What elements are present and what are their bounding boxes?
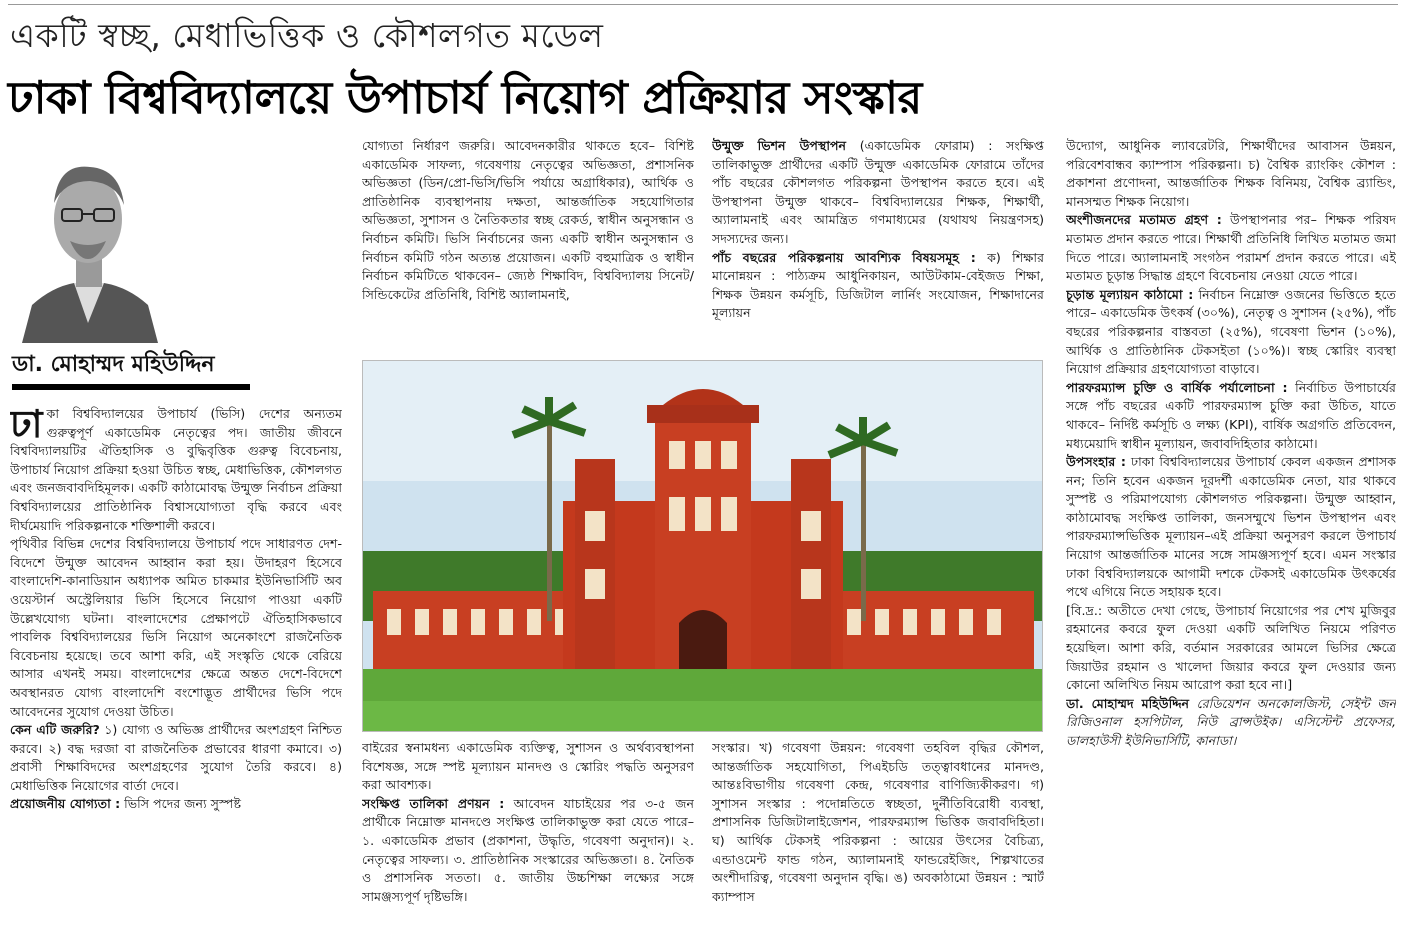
paragraph-vision-presentation — [712, 137, 1044, 249]
bio-name: ডা. মোহাম্মদ মহিউদ্দিন — [1066, 695, 1190, 711]
article-column-1 — [10, 405, 342, 933]
subhead-vision-presentation: উন্মুক্ত ভিশন উপস্থাপন — [712, 138, 847, 153]
paragraph-five-year-plan — [712, 249, 1044, 323]
qualification-continued: যোগ্যতা নির্ধারণ জরুরি। আবেদনকারীর থাকতে হবে– বিশিষ্ট একাডেমিক সাফল্য, গবেষণায় নেতৃত্বের অভিজ্ঞতা, প্রশাসনিক অভিজ্ঞতা (ডিন/প্রো-ভিসি/ভিসি পর্যায়ে অগ্রাধিকার), আর্থিক ও প্রাতিষ্ঠানিক ব্যবস্থাপনায় দক্ষতা, আন্তর্জাতিক সহযোগিতার অভিজ্ঞতা, সুশাসন ও নৈতিকতার স্বচ্ছ রেকর্ড, স্বাধীন অনুসন্ধান ও নির্বাচন কমিটি। ভিসি নির্বাচনের জন্য একটি স্বাধীন অনুসন্ধান ও নির্বাচন কমিটি গঠন অত্যন্ত প্রয়োজন। একটি বহুমাত্রিক ও স্বাধীন নির্বাচন কমিটিতে থাকবেন– জ্যেষ্ঠ শিক্ষাবিদ, বিশ্ববিদ্যালয় সিনেট/সিন্ডিকেটের প্রতিনিধি, বিশিষ্ট অ্যালামনাই, — [362, 138, 694, 302]
author-photo — [12, 137, 164, 343]
subhead-shortlist: সংক্ষিপ্ত তালিকা প্রণয়ন : — [362, 795, 505, 811]
subhead-qualification: প্রয়োজনীয় যোগ্যতা : — [10, 796, 121, 812]
paragraph-qualification — [10, 795, 342, 814]
paragraph-performance-contract — [1066, 379, 1396, 453]
why-urgent-text: ১) যোগ্য ও অভিজ্ঞ প্রার্থীদের অংশগ্রহণ নিশ্চিত করবে। ২) বদ্ধ দরজা বা রাজনৈতিক প্রভাবের ধারণা কমাবে। ৩) প্রবাসী শিক্ষাবিদদের অংশগ্রহণের সুযোগ তৈরি করবে। ৪) মেধাভিত্তিক নিয়োগের বার্তা দেবে। — [10, 722, 342, 793]
final-evaluation-text: নির্বাচন নিম্নোক্ত ওজনের ভিত্তিতে হতে পারে– একাডেমিক উৎকর্ষ (৩০%), নেতৃত্ব ও সুশাসন (২৫%), পাঁচ বছরের পরিকল্পনার বাস্তবতা (২৫%), গবেষণা ভিশন (১০%), আর্থিক ও প্রাতিষ্ঠানিক টেকসইতা (১০%)। স্বচ্ছ স্কোরিং ব্যবস্থা নিয়োগ প্রক্রিয়ার গ্রহণযোগ্যতা বাড়াবে। — [1066, 286, 1396, 377]
dropcap: ঢা — [10, 405, 43, 446]
five-year-plan-continued: সংস্কার। খ) গবেষণা উন্নয়ন: গবেষণা তহবিল বৃদ্ধির কৌশল, আন্তর্জাতিক সহযোগিতা, পিএইচডি তত্ত্বাবধানের মানদণ্ড, আন্তঃবিভাগীয় গবেষণা কেন্দ্র, গবেষণার বাণিজ্যিকীকরণ। গ) সুশাসন সংস্কার : পদোন্নতিতে স্বচ্ছতা, দুর্নীতিবিরোধী ব্যবস্থা, প্রশাসনিক ডিজিটালাইজেশন, পারফরম্যান্স ভিত্তিক জবাবদিহিতা। ঘ) আর্থিক টেকসই পরিকল্পনা : আয়ের উৎসের বৈচিত্র্য, এন্ডাওমেন্ট ফান্ড গঠন, অ্যালামনাই ফান্ডরেইজিং, শিল্পখাতের অংশীদারিত্ব, গবেষণা অনুদান বৃদ্ধি। ঙ) অবকাঠামো উন্নয়ন : স্মার্ট ক্যাম্পাস — [712, 740, 1044, 904]
paragraph-final-evaluation — [1066, 286, 1396, 379]
author-byline: ডা. মোহাম্মদ মহিউদ্দিন — [12, 352, 215, 377]
paragraph-conclusion — [1066, 453, 1396, 602]
top-rule — [8, 4, 1398, 5]
bio-description: রেডিয়েশন অনকোলজিস্ট, সেইন্ট জন রিজিওনাল হসপিটাল, নিউ ব্রান্সউইক। এসিস্টেন্ট প্রফেসর, ডালহাউসী ইউনিভার্সিটি, কানাডা। — [1066, 695, 1396, 748]
subhead-five-year-plan: পাঁচ বছরের পরিকল্পনায় আবশ্যিক বিষয়সমূহ : — [712, 249, 976, 265]
vision-presentation-text: (একাডেমিক ফোরাম) : সংক্ষিপ্ত তালিকাভুক্ত প্রার্থীদের একটি উন্মুক্ত একাডেমিক ফোরামে তাঁদের পাঁচ বছরের কৌশলগত পরিকল্পনা উপস্থাপন করতে হবে। এই উপস্থাপনা উন্মুক্ত থাকবে– বিশ্ববিদ্যালয়ের শিক্ষক, শিক্ষার্থী, অ্যালামনাই এবং আমন্ত্রিত গণমাধ্যমের (যথাযথ নিয়ন্ত্রণসহ) সদস্যদের জন্য। — [712, 138, 1044, 246]
performance-contract-text: নির্বাচিত উপাচার্যের সঙ্গে পাঁচ বছরের একটি পারফরম্যান্স চুক্তি করা উচিত, যাতে থাকবে– নির্দিষ্ট কর্মসূচি ও লক্ষ্য (KPI), বার্ষিক অগ্রগতি প্রতিবেদন, মধ্যমেয়াদি স্বাধীন মূল্যায়ন, জবাবদিহিতার কাঠামো। — [1066, 379, 1396, 451]
article-column-3-bottom — [712, 739, 1044, 936]
subhead-conclusion: উপসংহার : — [1066, 454, 1126, 470]
article-column-3-top — [712, 137, 1044, 356]
five-year-plan-text: ক) শিক্ষার মানোন্নয়ন : পাঠ্যক্রম আধুনিকায়ন, আউটকাম-বেইজড শিক্ষা, শিক্ষক উন্নয়ন কর্মসূচি, ডিজিটাল লার্নিং সংযোজন, শিক্ষাদানের মূল্যায়ন — [712, 249, 1044, 321]
paragraph-stakeholder-feedback — [1066, 211, 1396, 285]
conclusion-text: ঢাকা বিশ্ববিদ্যালয়ের উপাচার্য কেবল একজন প্রশাসক নন; তিনি হবেন একজন দূরদর্শী একাডেমিক নেতা, যার থাকবে সুস্পষ্ট ও পরিমাপযোগ্য কৌশলগত পরিকল্পনা। উন্মুক্ত আহ্বান, কাঠামোবদ্ধ সংক্ষিপ্ত তালিকা, জনসম্মুখে ভিশন উপস্থাপন এবং পারফরম্যান্সভিত্তিক মূল্যায়ন–এই প্রক্রিয়া অনুসরণ করলে উপাচার্য নিয়োগ আন্তর্জাতিক মানের সঙ্গে সামঞ্জস্যপূর্ণ হবে। এমন সংস্কার ঢাকা বিশ্ববিদ্যালয়কে আগামী দশকে টেকসই একাডেমিক উৎকর্ষের পথে এগিয়ে নিতে সহায়ক হবে। — [1066, 454, 1396, 600]
subhead-why-urgent: কেন এটি জরুরি? — [10, 722, 100, 738]
qualification-text: ভিসি পদের জন্য সুস্পষ্ট — [120, 796, 241, 812]
campus-photo — [362, 360, 1043, 732]
subhead-final-evaluation: চূড়ান্ত মূল্যায়ন কাঠামো : — [1066, 286, 1194, 302]
paragraph-global-practice: পৃথিবীর বিভিন্ন দেশের বিশ্ববিদ্যালয়ে উপাচার্য পদে সাধারণত দেশ-বিদেশে উন্মুক্ত আবেদন আহ্বান করা হয়। উদাহরণ হিসেবে বাংলাদেশি-কানাডিয়ান অধ্যাপক অমিত চাকমার ইউনিভার্সিটি অব ওয়েস্টার্ন অস্ট্রেলিয়ার ভিসি হিসেবে নিয়োগ পাওয়া একটি উল্লেখযোগ্য ঘটনা। বাংলাদেশের প্রেক্ষাপটে ঐতিহাসিকভাবে পাবলিক বিশ্ববিদ্যালয়ের ভিসি নিয়োগ অনেকাংশে রাজনৈতিক বিবেচনায় হয়েছে। তবে আশা করি, এই সংস্কৃতি থেকে বেরিয়ে আসার এখনই সময়। বাংলাদেশের ক্ষেত্রে অন্তত দেশে-বিদেশে অবস্থানরত যোগ্য বাংলাদেশি বংশোদ্ভূত প্রার্থীদের ভিসি পদে আবেদনের সুযোগ দেওয়া উচিত। — [10, 536, 342, 719]
subhead-performance-contract: পারফরম্যান্স চুক্তি ও বার্ষিক পর্যালোচনা : — [1066, 379, 1288, 395]
intro-text: কা বিশ্ববিদ্যালয়ের উপাচার্য (ভিসি) দেশের অন্যতম গুরুত্বপূর্ণ একাডেমিক নেতৃত্বের পদ। জাতীয় জীবনে বিশ্ববিদ্যালয়টির ঐতিহাসিক ও বুদ্ধিবৃত্তিক গুরুত্ব বিবেচনায়, উপাচার্য নিয়োগ প্রক্রিয়া হওয়া উচিত স্বচ্ছ, মেধাভিত্তিক, কৌশলগত এবং জনজবাবদিহিমূলক। একটি কাঠামোবদ্ধ উন্মুক্ত নির্বাচন প্রক্রিয়া বিশ্ববিদ্যালয়ের প্রাতিষ্ঠানিক বিশ্বাসযোগ্যতা বৃদ্ধি করবে এবং দীর্ঘমেয়াদি পরিকল্পনাকে শক্তিশালী করবে। — [10, 406, 342, 533]
paragraph-why-urgent — [10, 721, 342, 795]
article-column-2-top — [362, 137, 694, 356]
editor-note: [বি.দ্র.: অতীতে দেখা গেছে, উপাচার্য নিয়োগের পর শেখ মুজিবুর রহমানের কবরে ফুল দেওয়া একটি অলিখিত নিয়মে পরিণত হয়েছিল। আশা করি, বর্তমান সরকারের আমলে ভিসির ক্ষেত্রে জিয়াউর রহমান ও খালেদা জিয়ার কবরে ফুল দেওয়ার জন্য কোনো অলিখিত নিয়ম আরোপ করা হবে না।] — [1066, 602, 1396, 693]
author-bio — [1066, 695, 1396, 751]
shortlist-text: আবেদন যাচাইয়ের পর ৩-৫ জন প্রার্থীকে নিম্নোক্ত মানদণ্ডে সংক্ষিপ্ত তালিকাভুক্ত করা যেতে পারে– ১. একাডেমিক প্রভাব (প্রকাশনা, উদ্ধৃতি, গবেষণা অনুদান)। ২. নেতৃত্বের সাফল্য। ৩. প্রাতিষ্ঠানিক সংস্কারের অভিজ্ঞতা। ৪. নৈতিক ও প্রশাসনিক সততা। ৫. জাতীয় উচ্চশিক্ষা লক্ষ্যের সঙ্গে সামঞ্জস্যপূর্ণ দৃষ্টিভঙ্গি। — [362, 795, 694, 904]
kicker-subtitle: একটি স্বচ্ছ, মেধাভিত্তিক ও কৌশলগত মডেল — [10, 16, 604, 55]
stakeholder-feedback-text: উপস্থাপনার পর– শিক্ষক পরিষদ মতামত প্রদান করতে পারে। শিক্ষার্থী প্রতিনিধি লিখিত মতামত জমা দিতে পারে। অ্যালামনাই সংগঠন পরামর্শ প্রদান করতে পারে। এই মতামত চূড়ান্ত সিদ্ধান্ত গ্রহণে বিবেচনায় নেওয়া যেতে পারে। — [1066, 212, 1396, 284]
intro-paragraph — [10, 405, 342, 535]
infrastructure-continued: উদ্যোগ, আধুনিক ল্যাবরেটরি, শিক্ষার্থীদের আবাসন উন্নয়ন, পরিবেশবান্ধব ক্যাম্পাস পরিকল্পনা। চ) বৈশ্বিক র‍্যাংকিং কৌশল : প্রকাশনা প্রণোদনা, আন্তর্জাতিক শিক্ষক বিনিময়, বৈশ্বিক ব্র্যান্ডিং, মানসম্মত শিক্ষক নিয়োগ। — [1066, 138, 1396, 209]
article-column-4 — [1066, 137, 1396, 937]
committee-continued: বাইরের স্বনামধন্য একাডেমিক ব্যক্তিত্ব, সুশাসন ও অর্থব্যবস্থাপনা বিশেষজ্ঞ, সঙ্গে স্পষ্ট মূল্যায়ন মানদণ্ড ও স্কোরিং পদ্ধতি অনুসরণ করা আবশ্যক। — [362, 740, 694, 793]
article-column-2-bottom — [362, 739, 694, 936]
byline-rule — [12, 384, 250, 390]
headline: ঢাকা বিশ্ববিদ্যালয়ে উপাচার্য নিয়োগ প্রক্রিয়ার সংস্কার — [8, 71, 922, 124]
paragraph-shortlist — [362, 795, 694, 907]
subhead-stakeholder-feedback: অংশীজনদের মতামত গ্রহণ : — [1066, 212, 1222, 228]
